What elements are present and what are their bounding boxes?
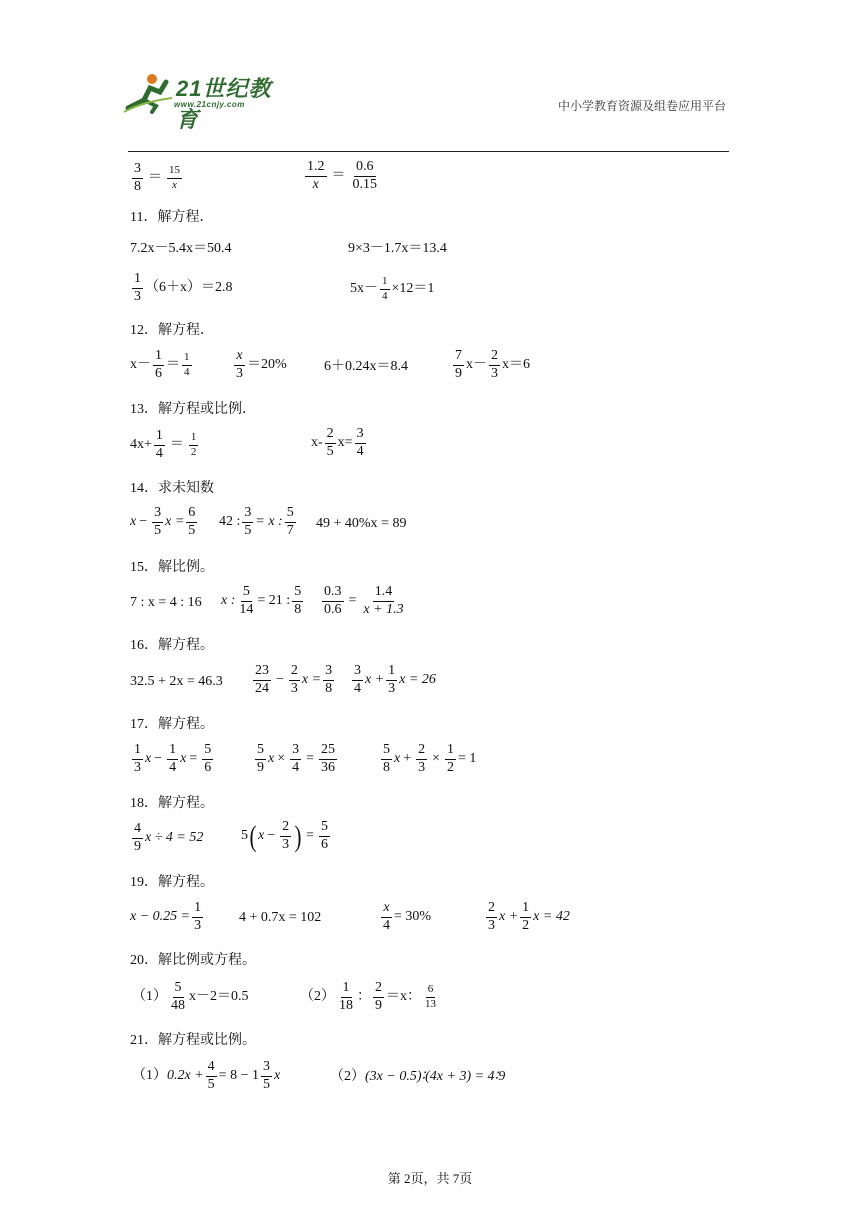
site-logo bbox=[122, 70, 292, 132]
q12-equation-1: x－ $\frac{1}{6}$ ＝ $\frac{1}{4}$ bbox=[130, 348, 190, 381]
q20-equation-1: （1） $\frac{5}{48}$ x－2＝0.5 bbox=[132, 980, 249, 1013]
question-21-label: 21．解方程或比例。 bbox=[130, 1033, 256, 1048]
runner-logo-icon bbox=[122, 70, 176, 114]
top-equation-a: $\frac{3}{8}$ ＝ $\frac{15}{x}$ bbox=[134, 161, 180, 194]
q15-equation-2: x : $\frac{5}{14}$ = 21 : $\frac{5}{8}$ bbox=[221, 584, 302, 617]
q19-equation-2: 4 + 0.7x = 102 bbox=[239, 910, 322, 925]
logo-text: 21世纪教育 bbox=[176, 76, 272, 132]
site-name: 中小学教育资源及组卷应用平台 bbox=[557, 99, 726, 113]
q12-equation-3: 6＋0.24x＝8.4 bbox=[324, 359, 408, 374]
q12-equation-4: $\frac{7}{9}$ x－ $\frac{2}{3}$ x＝6 bbox=[455, 348, 530, 381]
question-20-label: 20．解比例或方程。 bbox=[130, 953, 256, 968]
q21-equation-1: （1） 0.2x + $\frac{4}{5}$ = 8 − 1 $\frac{3}{5}$ x bbox=[132, 1059, 281, 1092]
q11-equation-1: 7.2x－5.4x＝50.4 bbox=[130, 241, 232, 256]
q17-equation-2: $\frac{5}{9}$ x × $\frac{3}{4}$ = $\frac{25}{36}$ bbox=[257, 742, 336, 775]
question-13-label: 13．解方程或比例． bbox=[130, 402, 256, 417]
q16-equation-2: $\frac{23}{24}$ − $\frac{2}{3}$ x = $\frac{3}{8}$ bbox=[255, 663, 333, 696]
logo-url: www.21cnjy.com bbox=[174, 100, 245, 109]
q14-equation-2: 42 : $\frac{3}{5}$ = x : $\frac{5}{7}$ bbox=[219, 505, 294, 538]
top-equation-b: $\frac{1.2}{x}$ ＝ $\frac{0.6}{0.15}$ bbox=[307, 159, 377, 192]
q17-equation-1: $\frac{1}{3}$ x − $\frac{1}{4}$ x = $\frac{5}{6}$ bbox=[134, 742, 212, 775]
q17-equation-3: $\frac{5}{8}$ x + $\frac{2}{3}$ × $\frac{1}{2}$ = 1 bbox=[383, 742, 477, 775]
question-19-label: 19．解方程。 bbox=[130, 875, 214, 890]
q21-equation-2: （2） (3x − 0.5)∶(4x + 3) = 4∶9 bbox=[330, 1069, 506, 1084]
q11-equation-2: 9×3－1.7x＝13.4 bbox=[348, 241, 447, 256]
header-divider bbox=[128, 151, 729, 152]
q18-equation-1: $\frac{4}{9}$ x ÷ 4 = 52 bbox=[134, 821, 204, 854]
q16-equation-3: $\frac{3}{4}$ x + $\frac{1}{3}$ x = 26 bbox=[354, 663, 436, 696]
q15-equation-1: 7 : x = 4 : 16 bbox=[130, 595, 202, 610]
q20-equation-2: （2） $\frac{1}{18}$ ： $\frac{2}{9}$ ＝x： $\frac{6}{13}$ bbox=[300, 980, 436, 1013]
q14-equation-1: x − $\frac{3}{5}$ x = $\frac{6}{5}$ bbox=[130, 505, 196, 538]
question-18-label: 18．解方程。 bbox=[130, 796, 214, 811]
question-12-label: 12．解方程． bbox=[130, 323, 214, 338]
q19-equation-4: $\frac{2}{3}$ x + $\frac{1}{2}$ x = 42 bbox=[488, 900, 570, 933]
question-16-label: 16．解方程。 bbox=[130, 638, 214, 653]
question-11-label: 11．解方程． bbox=[130, 210, 214, 225]
q15-equation-3: $\frac{0.3}{0.6}$ = $\frac{1.4}{x + 1.3}$ bbox=[324, 584, 404, 617]
page-number: 第 2页，共 7页 bbox=[387, 1171, 473, 1186]
q19-equation-1: x − 0.25 = $\frac{1}{3}$ bbox=[130, 900, 202, 933]
q16-equation-1: 32.5 + 2x = 46.3 bbox=[130, 674, 223, 689]
q11-equation-3: $\frac{1}{3}$ （6＋x）＝2.8 bbox=[134, 271, 233, 304]
q13-equation-1: 4x+ $\frac{1}{4}$ ＝ $\frac{1}{2}$ bbox=[130, 428, 197, 461]
q13-equation-2: x- $\frac{2}{5}$ x= $\frac{3}{4}$ bbox=[311, 426, 364, 459]
q12-equation-2: $\frac{x}{3}$ ＝20% bbox=[236, 348, 287, 381]
q14-equation-3: 49 + 40%x = 89 bbox=[316, 516, 407, 531]
question-15-label: 15．解比例。 bbox=[130, 560, 214, 575]
question-14-label: 14．求未知数 bbox=[130, 481, 214, 496]
q18-equation-2: 5 ( x − $\frac{2}{3}$ ) = $\frac{5}{6}$ bbox=[241, 819, 329, 853]
question-17-label: 17．解方程。 bbox=[130, 717, 214, 732]
q11-equation-4: 5x－ $\frac{1}{4}$ ×12＝1 bbox=[350, 275, 435, 302]
q19-equation-3: $\frac{x}{4}$ = 30% bbox=[383, 900, 432, 933]
